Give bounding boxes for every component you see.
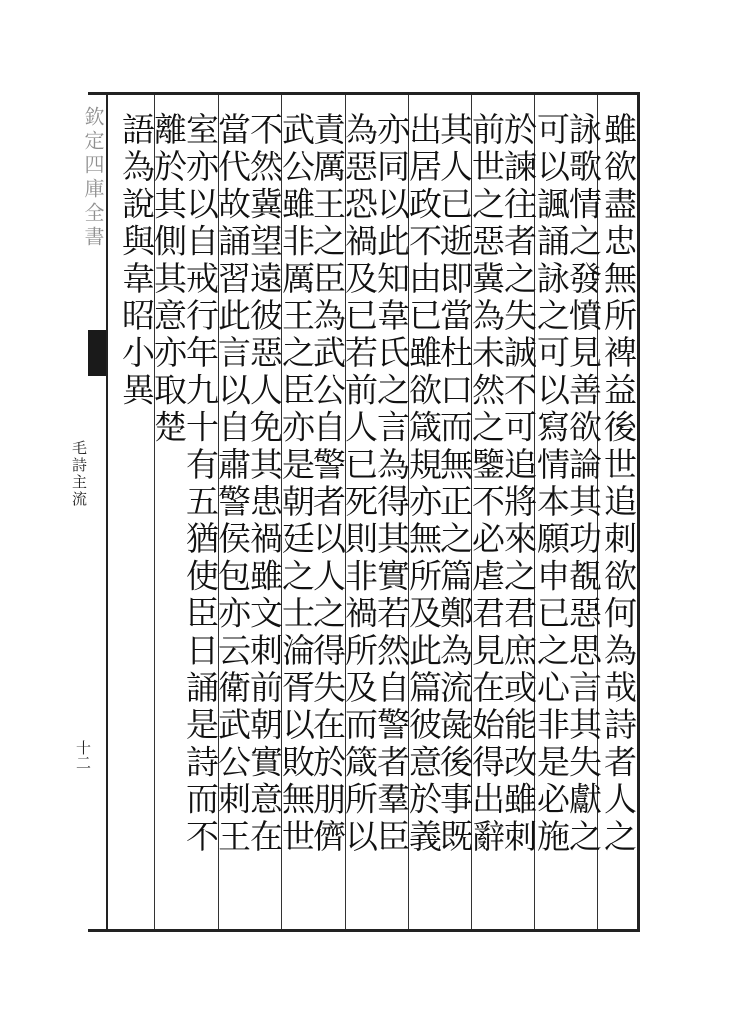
- text-column-9: 為惡恐禍及已若前人已死則非禍所及而箴所以: [340, 112, 379, 856]
- text-column-16: 語為說與韋昭小異: [117, 112, 156, 410]
- folio-number: 十二: [74, 740, 92, 770]
- text-column-8: 亦同以此知韋氏之言為得其實若然自警者羣臣: [372, 112, 411, 856]
- text-column-11: 武公雖非厲王之臣亦是朝廷之士淪胥以敗無世: [277, 112, 316, 856]
- text-column-7: 出居政不由已雖欲箴規亦無所及此篇彼意於義: [404, 112, 443, 856]
- gutter-book-title: 毛詩主流: [70, 440, 88, 508]
- text-column-5: 前世之惡冀為未然之鑒不必虐君見在始得出辭: [467, 112, 506, 856]
- text-column-10: 責厲王之臣為武公自警者以人之得失在於朋儕: [308, 112, 347, 856]
- text-column-12: 不然冀望遠彼惡人免其患禍雖文刺前朝實意在: [245, 112, 284, 856]
- text-column-3: 可以諷誦詠之可以寫情本願申已之心非是必施: [532, 112, 571, 856]
- gutter-collection-title: 欽定四庫全書: [81, 106, 105, 250]
- text-column-4: 於諫往者之失誠不可追將來之君庶或能改雖刺: [499, 112, 538, 856]
- text-column-6: 其人已逝即當杜口而無正之篇鄭為流彘後事既: [435, 112, 474, 856]
- fishtail-mark: [88, 330, 106, 376]
- text-column-13: 當代故誦習此言以自肅警侯包亦云衛武公刺王: [213, 112, 252, 856]
- text-column-14: 室亦以自戒行年九十有五猶使臣日誦是詩而不: [181, 112, 220, 856]
- text-column-2: 詠歌情之發憤見善欲論其功覩惡思言其失獻之: [564, 112, 603, 856]
- text-column-1: 雖欲盡忠無所裨益後世追刺欲何為哉詩者人之: [599, 112, 638, 856]
- text-column-15: 離於其側其意亦取楚: [149, 112, 188, 447]
